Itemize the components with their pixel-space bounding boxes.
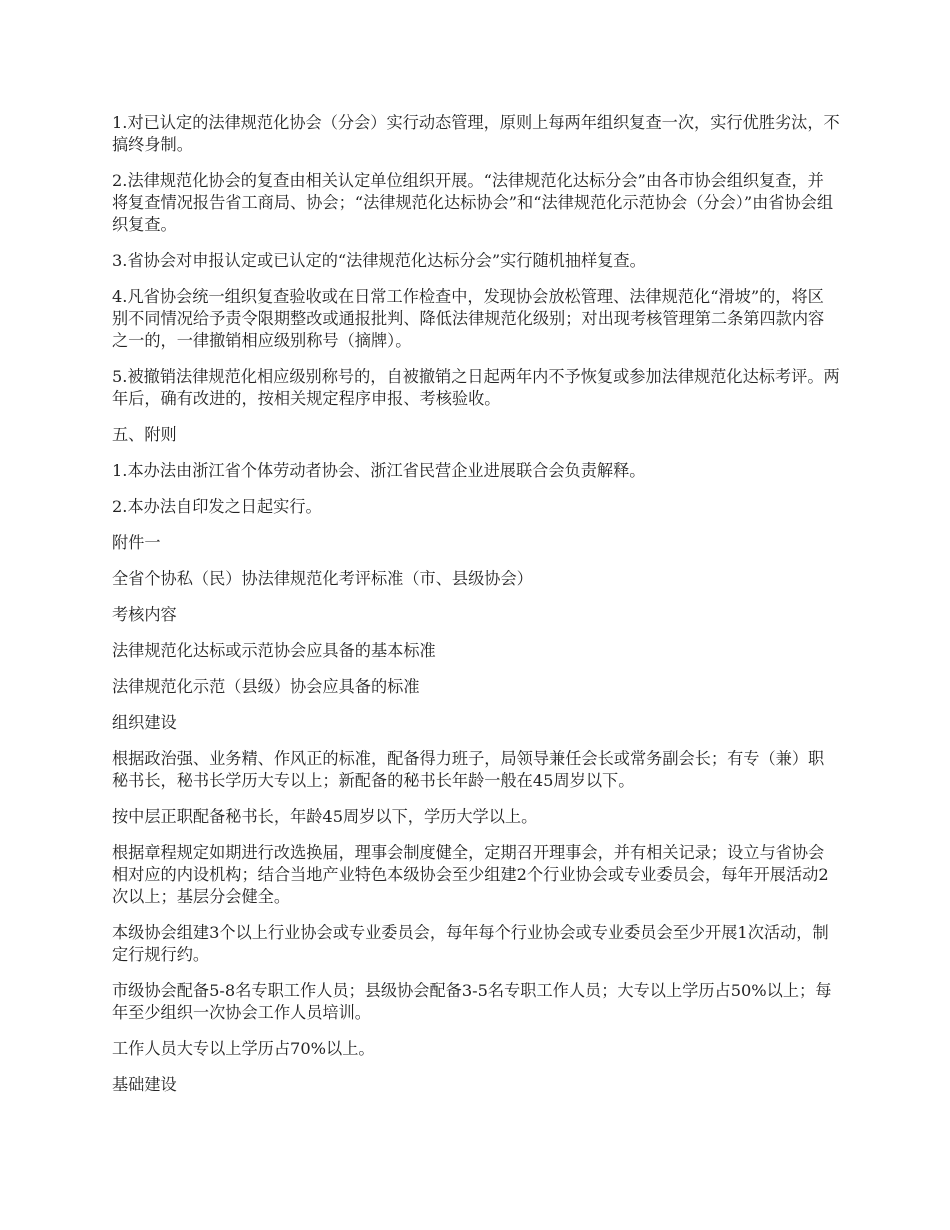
paragraph-supplementary-2: 2.本办法自印发之日起实行。 (112, 497, 322, 516)
paragraph-review-5: 5.被撤销法律规范化相应级别称号的，自被撤销之日起两年内不予恢复或参加法律规范化达标考评。两年后，确有改进的，按相关规定程序申报、考核验收。 (112, 367, 840, 408)
paragraph-review-2: 2.法律规范化协会的复查由相关认定单位组织开展。“法律规范化达标分会”由各市协会组织复查，并将复查情况报告省工商局、协会；“法律规范化达标协会”和“法律规范化示范协会（分会）”由省协会组织复查。 (112, 171, 834, 234)
paragraph-review-4: 4.凡省协会统一组织复查验收或在日常工作检查中，发现协会放松管理、法律规范化“滑坡”的，将区别不同情况给予责令限期整改或通报批判、降低法律规范化级别；对出现考核管理第二条第四款内容之一的，一律撤销相应级别称号（摘牌）。 (112, 287, 825, 350)
model-standard-label: 法律规范化示范（县级）协会应具备的标准 (112, 677, 420, 696)
section-heading-supplementary: 五、附则 (112, 425, 177, 444)
organization-building-heading: 组织建设 (112, 713, 177, 732)
attachment-heading: 附件一 (112, 533, 161, 552)
paragraph-org-5: 市级协会配备5-8名专职工作人员；县级协会配备3-5名专职工作人员；大专以上学历占50%以上；每年至少组织一次协会工作人员培训。 (112, 981, 832, 1022)
paragraph-review-3: 3.省协会对申报认定或已认定的“法律规范化达标分会”实行随机抽样复查。 (112, 251, 646, 270)
paragraph-org-4: 本级协会组建3个以上行业协会或专业委员会，每年每个行业协会或专业委员会至少开展1次活动，制定行规行约。 (112, 923, 829, 964)
attachment-title: 全省个协私（民）协法律规范化考评标准（市、县级协会） (112, 569, 533, 588)
assessment-content-label: 考核内容 (112, 605, 177, 624)
paragraph-supplementary-1: 1.本办法由浙江省个体劳动者协会、浙江省民营企业进展联合会负责解释。 (112, 461, 646, 480)
basic-standard-label: 法律规范化达标或示范协会应具备的基本标准 (112, 641, 436, 660)
paragraph-org-6: 工作人员大专以上学历占70%以上。 (112, 1039, 375, 1058)
paragraph-review-1: 1.对已认定的法律规范化协会（分会）实行动态管理，原则上每两年组织复查一次，实行优胜劣汰，不搞终身制。 (112, 113, 840, 154)
document-page (112, 112, 840, 1110)
infrastructure-heading: 基础建设 (112, 1075, 177, 1094)
paragraph-org-2: 按中层正职配备秘书长，年龄45周岁以下，学历大学以上。 (112, 807, 538, 826)
paragraph-org-3: 根据章程规定如期进行改选换届，理事会制度健全，定期召开理事会，并有相关记录；设立与省协会相对应的内设机构；结合当地产业特色本级协会至少组建2个行业协会或专业委员会，每年开展活动2次以上；基层分会健全。 (112, 843, 829, 906)
paragraph-org-1: 根据政治强、业务精、作风正的标准，配备得力班子，局领导兼任会长或常务副会长；有专（兼）职秘书长，秘书长学历大专以上；新配备的秘书长年龄一般在45周岁以下。 (112, 749, 825, 790)
